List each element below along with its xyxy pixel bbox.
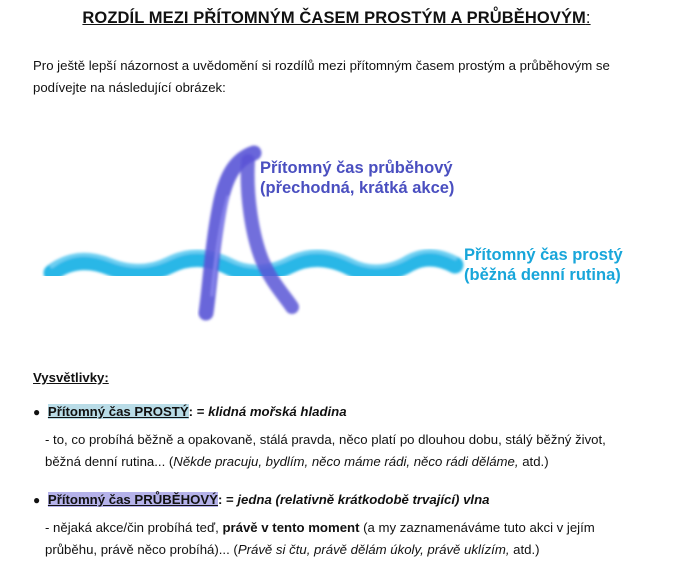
desc-progressive-examples: Právě si čtu, právě dělám úkoly, právě uklízím, (237, 542, 510, 557)
term-separator: : = (188, 404, 209, 419)
definition-progressive: jedna (relativně krátkodobě trvající) vlna (237, 492, 490, 507)
desc-progressive-mid: (a my zaznamenáváme tuto akci v jejím průběhu, právě něco probíhá)... ( (45, 520, 595, 557)
item-simple (33, 402, 347, 422)
desc-simple-end: atd.) (518, 454, 549, 469)
title-colon: : (585, 9, 591, 27)
title-text: ROZDÍL MEZI PŘÍTOMNÝM ČASEM PROSTÝM A PRŮBĚHOVÝM (82, 9, 586, 27)
definition-simple: klidná mořská hladina (208, 404, 347, 419)
term-progressive: Přítomný čas PRŮBĚHOVÝ (47, 492, 218, 507)
simple-label (464, 245, 623, 285)
bullet: ● (33, 405, 41, 419)
bullet: ● (33, 493, 41, 507)
progressive-label-line1: Přítomný čas průběhový (260, 159, 453, 177)
item-progressive (33, 490, 490, 510)
desc-progressive (45, 517, 645, 561)
legend-heading: Vysvětlivky: (33, 370, 109, 385)
desc-simple-examples: Někde pracuju, bydlím, něco máme rádi, něco rádi děláme, (173, 454, 519, 469)
simple-label-line1: Přítomný čas prostý (464, 246, 623, 264)
intro-paragraph: Pro ještě lepší názornost a uvědomění si rozdílů mezi přítomným časem prostým a průběhovým se podívejte na následující obrázek: (33, 58, 610, 95)
page-title (0, 9, 673, 28)
desc-simple-text: - to, co probíhá běžně a opakovaně, stálá pravda, něco platí po dlouhou dobu, stálý běžný život, běžná denní rutina... ( (45, 432, 606, 469)
term-simple: Přítomný čas PROSTÝ (47, 404, 189, 419)
desc-progressive-bold: právě v tento moment (222, 520, 360, 535)
simple-label-line2: (běžná denní rutina) (464, 266, 621, 284)
desc-simple (45, 429, 645, 473)
progressive-label-line2: (přechodná, krátká akce) (260, 179, 455, 197)
desc-progressive-end: atd.) (509, 542, 540, 557)
desc-progressive-text: - nějaká akce/čin probíhá teď, (45, 520, 223, 535)
term-separator: : = (217, 492, 238, 507)
progressive-label (260, 158, 454, 198)
